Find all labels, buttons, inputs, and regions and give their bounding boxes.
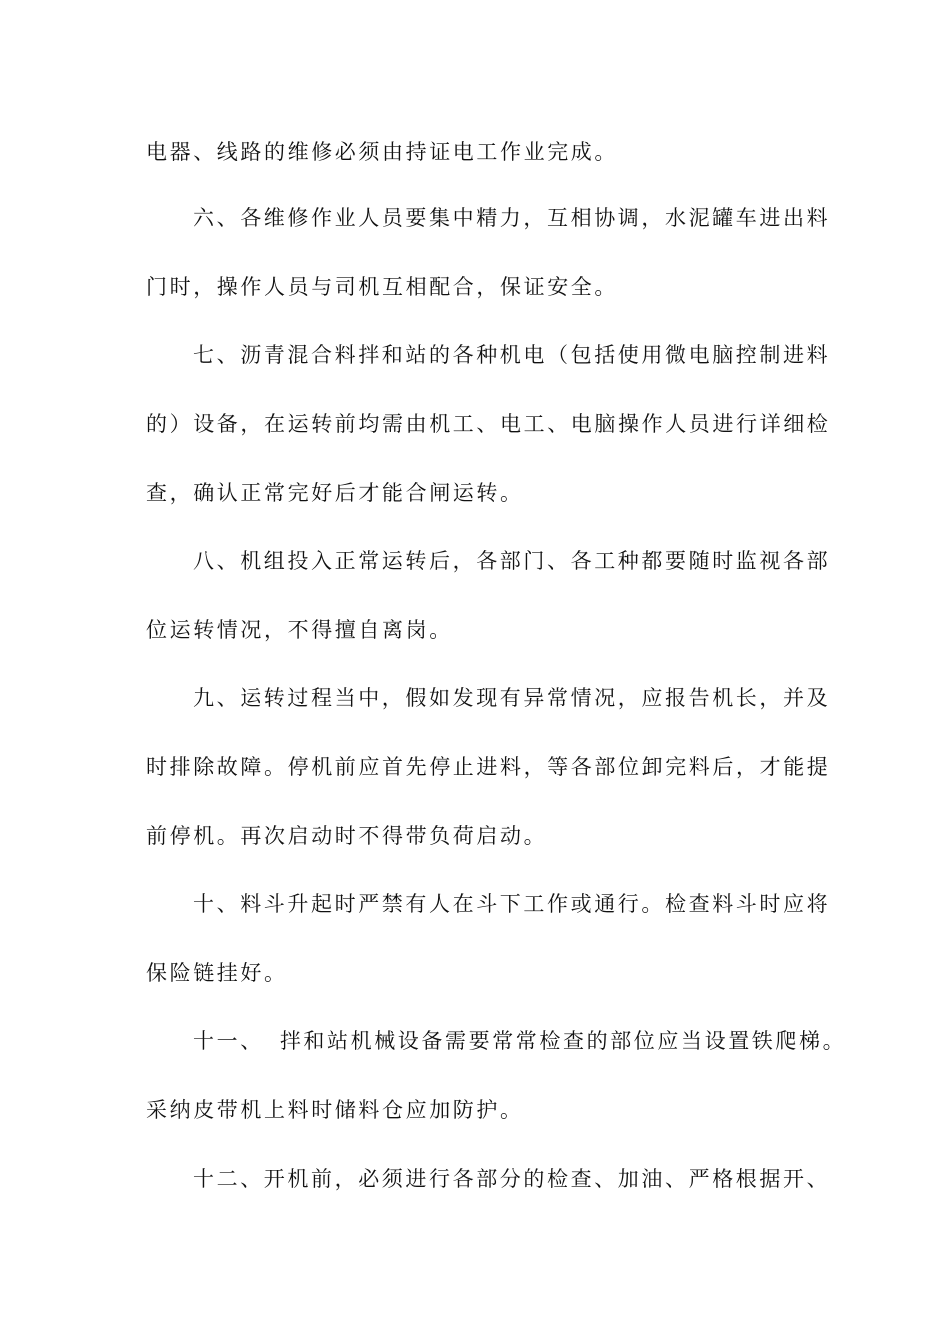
paragraph-7-line-2: 的）设备，在运转前均需由机工、电工、电脑操作人员进行详细检 <box>146 412 831 436</box>
paragraph-11-line-1 <box>193 1026 847 1056</box>
paragraph-9-line-1: 九、运转过程当中，假如发现有异常情况，应报告机长，并及 <box>193 686 831 710</box>
paragraph-8-line-2: 位运转情况，不得擅自离岗。 <box>146 618 453 642</box>
paragraph-9-line-3: 前停机。再次启动时不得带负荷启动。 <box>146 824 548 848</box>
paragraph-6-line-1: 六、各维修作业人员要集中精力，互相协调，水泥罐车进出料 <box>193 206 831 230</box>
paragraph-10-line-2: 保险链挂好。 <box>146 961 288 985</box>
paragraph-10-line-1: 十、料斗升起时严禁有人在斗下工作或通行。检查料斗时应将 <box>193 892 831 916</box>
paragraph-7-line-1: 七、沥青混合料拌和站的各种机电（包括使用微电脑控制进料 <box>193 343 831 367</box>
paragraph-11-line-2: 采纳皮带机上料时储料仓应加防护。 <box>146 1098 524 1122</box>
paragraph-12-line-1: 十二、开机前，必须进行各部分的检查、加油、严格根据开、 <box>193 1167 831 1191</box>
paragraph-6-line-2: 门时，操作人员与司机互相配合，保证安全。 <box>146 275 618 299</box>
paragraph-11-number: 十一、 <box>193 1029 264 1053</box>
paragraph-7-line-3: 查，确认正常完好后才能合闸运转。 <box>146 481 524 505</box>
paragraph-9-line-2: 时排除故障。停机前应首先停止进料，等各部位卸完料后，才能提 <box>146 755 831 779</box>
text-line-1: 电器、线路的维修必须由持证电工作业完成。 <box>146 140 618 164</box>
paragraph-11-text: 拌和站机械设备需要常常检查的部位应当设置铁爬梯。 <box>279 1029 847 1053</box>
paragraph-8-line-1: 八、机组投入正常运转后，各部门、各工种都要随时监视各部 <box>193 549 831 573</box>
